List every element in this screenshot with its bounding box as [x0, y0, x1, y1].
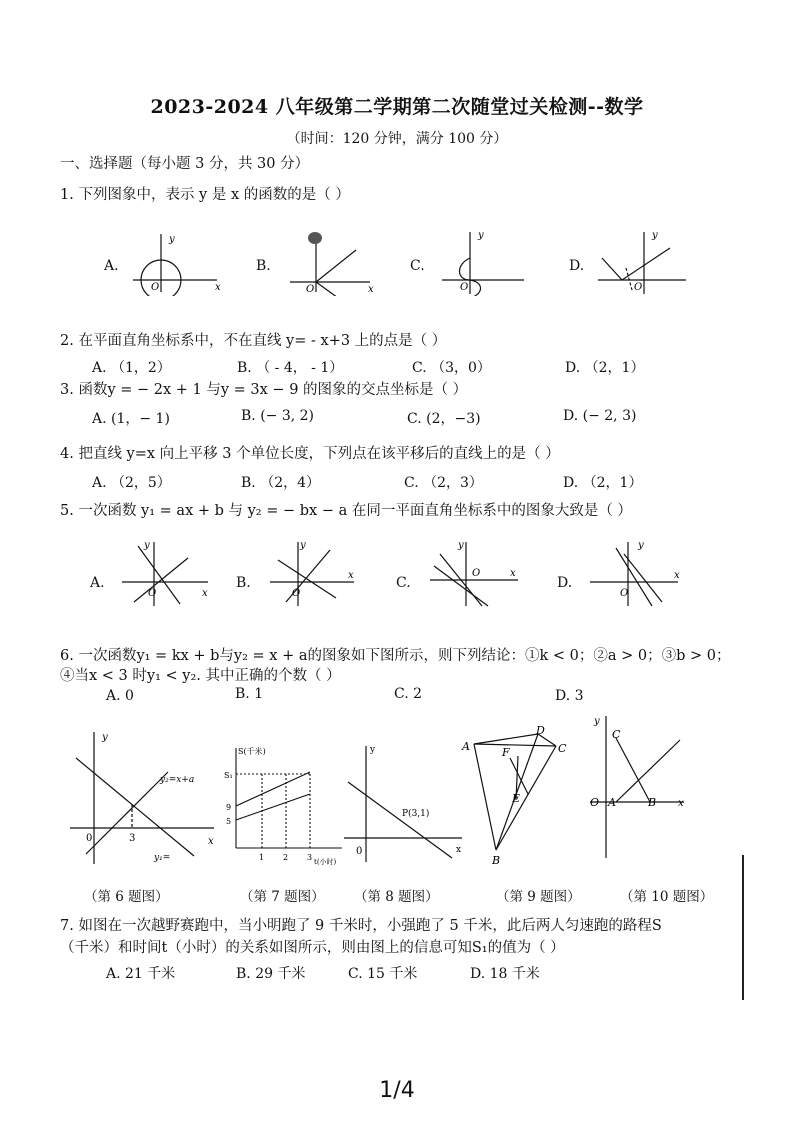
q5-graph-d: [586, 536, 686, 608]
q6-option-c: C. 2: [394, 686, 423, 702]
question-7-stem-line2: （千米）和时间t（小时）的关系如图所示，则由图上的信息可知S₁的值为（ ）: [60, 940, 565, 956]
q4-option-d: D. （2，1）: [563, 475, 643, 491]
q6-option-b: B. 1: [235, 686, 264, 702]
section-heading: 一、选择题（每小题 3 分，共 30 分）: [60, 156, 310, 172]
page-number: 1/4: [379, 1078, 415, 1103]
q2-option-b: B. （ - 4， - 1）: [237, 360, 344, 376]
axis-origin-label: O: [634, 282, 643, 293]
question-3-stem: 3. 函数y = − 2x + 1 与y = 3x − 9 的图象的交点坐标是（ ）: [60, 382, 468, 398]
q3-option-c: C. (2，−3): [407, 411, 481, 427]
fig7-t2-label: 2: [283, 853, 289, 862]
fig10-point-a: A: [608, 796, 616, 809]
fig10-y-label: y: [594, 716, 600, 727]
caption-figure-6: （第 6 题图）: [84, 889, 169, 905]
fig9-point-d: D: [536, 724, 545, 737]
caption-figure-8: （第 8 题图）: [354, 889, 439, 905]
q6-option-a: A. 0: [106, 688, 134, 704]
figure-8: [340, 740, 470, 866]
axis-y-label: y: [144, 540, 150, 551]
q1-graph-d: [594, 228, 694, 296]
axis-x-label: x: [215, 282, 221, 293]
fig7-x-axis-label: t(小时): [314, 858, 337, 866]
q1-option-b-label: B.: [256, 258, 271, 274]
fig10-x-label: x: [678, 798, 684, 809]
q4-option-c: C. （2，3）: [404, 475, 483, 491]
q2-option-d: D. （2，1）: [565, 360, 645, 376]
q7-option-b: B. 29 千米: [236, 966, 306, 982]
fig8-origin-label: 0: [356, 846, 363, 857]
fig10-point-b: B: [648, 796, 657, 809]
fig9-point-e: E: [512, 792, 521, 805]
caption-figure-10: （第 10 题图）: [620, 889, 714, 905]
axis-x-label: x: [348, 570, 354, 581]
q2-option-c: C. （3，0）: [412, 360, 491, 376]
fig6-y1-label: y₁=: [154, 853, 171, 863]
fig7-y-axis-label: S(千米): [238, 747, 266, 756]
page-title: 2023-2024 八年级第二学期第二次随堂过关检测--数学: [150, 96, 644, 118]
fig7-t1-label: 1: [259, 853, 265, 862]
q5-graph-b: [264, 536, 364, 608]
q5-option-d-label: D.: [557, 575, 573, 591]
fig6-x-label: x: [208, 836, 214, 847]
exam-info: （时间：120 分钟，满分 100 分）: [286, 131, 508, 147]
q1-graph-c: [432, 228, 532, 296]
axis-y-label: y: [300, 540, 306, 551]
question-1-stem: 1. 下列图象中，表示 y 是 x 的函数的是（ ）: [60, 187, 350, 203]
fig7-s1-label: S₁: [224, 771, 233, 780]
fig9-point-c: C: [558, 742, 567, 755]
question-4-stem: 4. 把直线 y=x 向上平移 3 个单位长度，下列点在该平移后的直线上的是（ ）: [60, 446, 560, 462]
axis-origin-label: O: [620, 588, 629, 599]
figure-7: [222, 742, 350, 868]
figure-6: [64, 728, 224, 868]
axis-y-label: y: [458, 540, 464, 551]
q5-option-b-label: B.: [236, 575, 251, 591]
axis-y-label: y: [638, 540, 644, 551]
q7-option-d: D. 18 千米: [470, 966, 540, 982]
axis-origin-label: O: [292, 588, 301, 599]
question-2-stem: 2. 在平面直角坐标系中，不在直线 y= - x+3 上的点是（ ）: [60, 333, 447, 349]
fig9-point-a: A: [462, 740, 470, 753]
q5-option-a-label: A.: [90, 575, 105, 591]
axis-x-label: x: [510, 568, 516, 579]
q4-option-b: B. （2，4）: [241, 475, 321, 491]
q7-option-a: A. 21 千米: [106, 966, 176, 982]
fig8-x-label: x: [456, 845, 462, 855]
axis-x-label: x: [674, 570, 680, 581]
axis-origin-label: O: [460, 282, 469, 293]
question-7-stem-line1: 7. 如图在一次越野赛跑中，当小明跑了 9 千米时，小强跑了 5 千米，此后两人匀速跑的路程S: [60, 918, 662, 934]
fig7-nine-label: 9: [226, 803, 232, 812]
figure-9: [456, 724, 582, 866]
question-5-stem: 5. 一次函数 y₁ = ax + b 与 y₂ = − bx − a 在同一平面直角坐标系中的图象大致是（ ）: [60, 503, 632, 519]
q3-option-d: D. (− 2, 3): [563, 408, 637, 424]
fig6-origin-label: 0: [86, 833, 93, 844]
caption-figure-9: （第 9 题图）: [496, 889, 581, 905]
fig10-origin: O: [590, 796, 600, 809]
q1-option-c-label: C.: [410, 258, 425, 274]
q5-option-c-label: C.: [396, 575, 411, 591]
fig7-t3-label: 3: [307, 853, 313, 862]
q1-graph-b: [282, 228, 382, 296]
fig7-five-label: 5: [226, 817, 232, 826]
figure-10: [584, 712, 688, 862]
fig6-three-label: 3: [129, 833, 136, 844]
q3-option-a: A. (1，− 1): [92, 411, 170, 427]
q4-option-a: A. （2，5）: [92, 475, 171, 491]
q5-graph-a: [118, 536, 218, 608]
fig10-point-c: C: [612, 728, 621, 741]
axis-origin-label: O: [306, 284, 315, 295]
fig9-point-b: B: [492, 854, 501, 866]
question-6-stem-line1: 6. 一次函数y₁ = kx + b与y₂ = x + a的图象如下图所示，则下列结论：①k < 0；②a > 0；③b > 0；: [60, 648, 731, 664]
fig6-y-label: y: [102, 732, 108, 743]
q6-option-d: D. 3: [555, 688, 584, 704]
fig9-point-f: F: [502, 746, 510, 759]
axis-x-label: x: [202, 588, 208, 599]
fig8-point-label: P(3,1): [402, 809, 430, 819]
axis-y-label: y: [652, 230, 658, 241]
axis-y-label: y: [169, 234, 175, 245]
axis-y-label: y: [478, 230, 484, 241]
axis-origin-label: O: [148, 588, 157, 599]
q7-option-c: C. 15 千米: [348, 966, 418, 982]
margin-rule: [742, 855, 744, 1000]
q1-graph-a: [125, 228, 225, 296]
question-6-stem-line2: ④当x < 3 时y₁ < y₂. 其中正确的个数（ ）: [60, 668, 341, 684]
q1-option-d-label: D.: [569, 258, 585, 274]
q5-graph-c: [426, 536, 526, 608]
q3-option-b: B. (− 3, 2): [241, 408, 315, 424]
caption-figure-7: （第 7 题图）: [240, 889, 325, 905]
fig6-y2-label: y₂=x+a: [160, 775, 195, 785]
axis-origin-label: O: [472, 568, 481, 579]
q2-option-a: A. （1，2）: [92, 360, 171, 376]
fig8-y-label: y: [370, 745, 376, 755]
axis-x-label: x: [368, 284, 374, 295]
axis-origin-label: O: [151, 282, 160, 293]
q1-option-a-label: A.: [104, 258, 119, 274]
